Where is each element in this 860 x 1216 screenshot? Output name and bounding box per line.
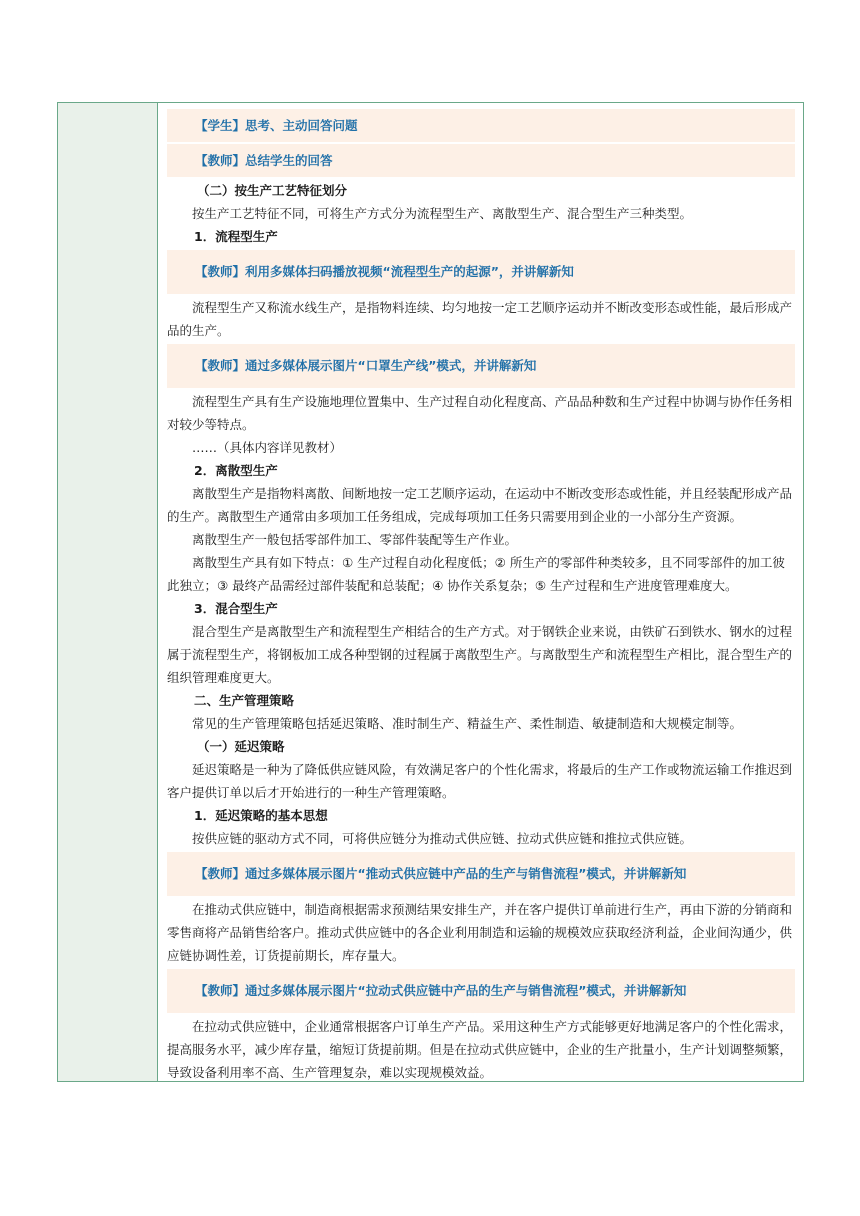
subheading: 2．离散型生产 [194,463,278,478]
lesson-table [57,102,804,1082]
section-heading: （一）延迟策略 [197,739,285,754]
content-cell [159,103,803,1081]
student-activity: 【学生】思考、主动回答问题 [167,109,795,142]
paragraph: 按供应链的驱动方式不同，可将供应链分为推动式供应链、拉动式供应链和推拉式供应链。 [192,831,693,846]
paragraph: ……（具体内容详见教材） [192,440,343,455]
paragraph: 按生产工艺特征不同，可将生产方式分为流程型生产、离散型生产、混合型生产三种类型。 [192,206,693,221]
section-heading: （二）按生产工艺特征划分 [197,183,348,198]
subheading: 3．混合型生产 [194,601,278,616]
paragraph: 流程型生产又称流水线生产，是指物料连续、均匀地按一定工艺顺序运动并不断改变形态或性能，最后形成产品的生产。 [167,300,793,338]
subheading: 1．延迟策略的基本思想 [194,808,328,823]
teacher-summary: 【教师】总结学生的回答 [167,144,795,177]
label-column [58,103,158,1081]
paragraph: 混合型生产是离散型生产和流程型生产相结合的生产方式。对于钢铁企业来说，由铁矿石到铁水、钢水的过程属于流程型生产，将钢板加工成各种型钢的过程属于离散型生产。与离散型生产和流程型生产相比，混合型生产的组织管理难度更大。 [167,624,793,685]
paragraph: 常见的生产管理策略包括延迟策略、准时制生产、精益生产、柔性制造、敏捷制造和大规模定制等。 [192,716,743,731]
paragraph: 在推动式供应链中，制造商根据需求预测结果安排生产，并在客户提供订单前进行生产，再由下游的分销商和零售商将产品销售给客户。推动式供应链中的各企业利用制造和运输的规模效应获取经济利益，企业间沟通少，供应链协调性差，订货提前期长，库存量大。 [167,902,793,963]
teacher-activity: 【教师】通过多媒体展示图片“拉动式供应链中产品的生产与销售流程”模式，并讲解新知 [167,969,795,1013]
paragraph: 延迟策略是一种为了降低供应链风险，有效满足客户的个性化需求，将最后的生产工作或物流运输工作推迟到客户提供订单以后才开始进行的一种生产管理策略。 [167,762,793,800]
paragraph: 流程型生产具有生产设施地理位置集中、生产过程自动化程度高、产品品种数和生产过程中协调与协作任务相对较少等特点。 [167,394,793,432]
paragraph: 在拉动式供应链中，企业通常根据客户订单生产产品。采用这种生产方式能够更好地满足客户的个性化需求，提高服务水平，减少库存量，缩短订货提前期。但是在拉动式供应链中，企业的生产批量小，生产计划调整频繁，导致设备利用率不高、生产管理复杂，难以实现规模效益。 [167,1019,793,1080]
paragraph: 离散型生产是指物料离散、间断地按一定工艺顺序运动，在运动中不断改变形态或性能，并且经装配形成产品的生产。离散型生产通常由多项加工任务组成，完成每项加工任务只需要用到企业的一小部分生产资源。 [167,486,793,524]
teacher-activity: 【教师】通过多媒体展示图片“口罩生产线”模式，并讲解新知 [167,344,795,388]
paragraph: 离散型生产具有如下特点：① 生产过程自动化程度低；② 所生产的零部件种类较多，且不同零部件的加工彼此独立；③ 最终产品需经过部件装配和总装配；④ 协作关系复杂；⑤ 生产过程和生产进度管理难度大。 [167,555,785,593]
teacher-activity: 【教师】通过多媒体展示图片“推动式供应链中产品的生产与销售流程”模式，并讲解新知 [167,852,795,896]
subheading: 1．流程型生产 [194,229,278,244]
section-heading: 二、生产管理策略 [194,693,295,708]
teacher-activity: 【教师】利用多媒体扫码播放视频“流程型生产的起源”，并讲解新知 [167,250,795,294]
paragraph: 离散型生产一般包括零部件加工、零部件装配等生产作业。 [192,532,518,547]
